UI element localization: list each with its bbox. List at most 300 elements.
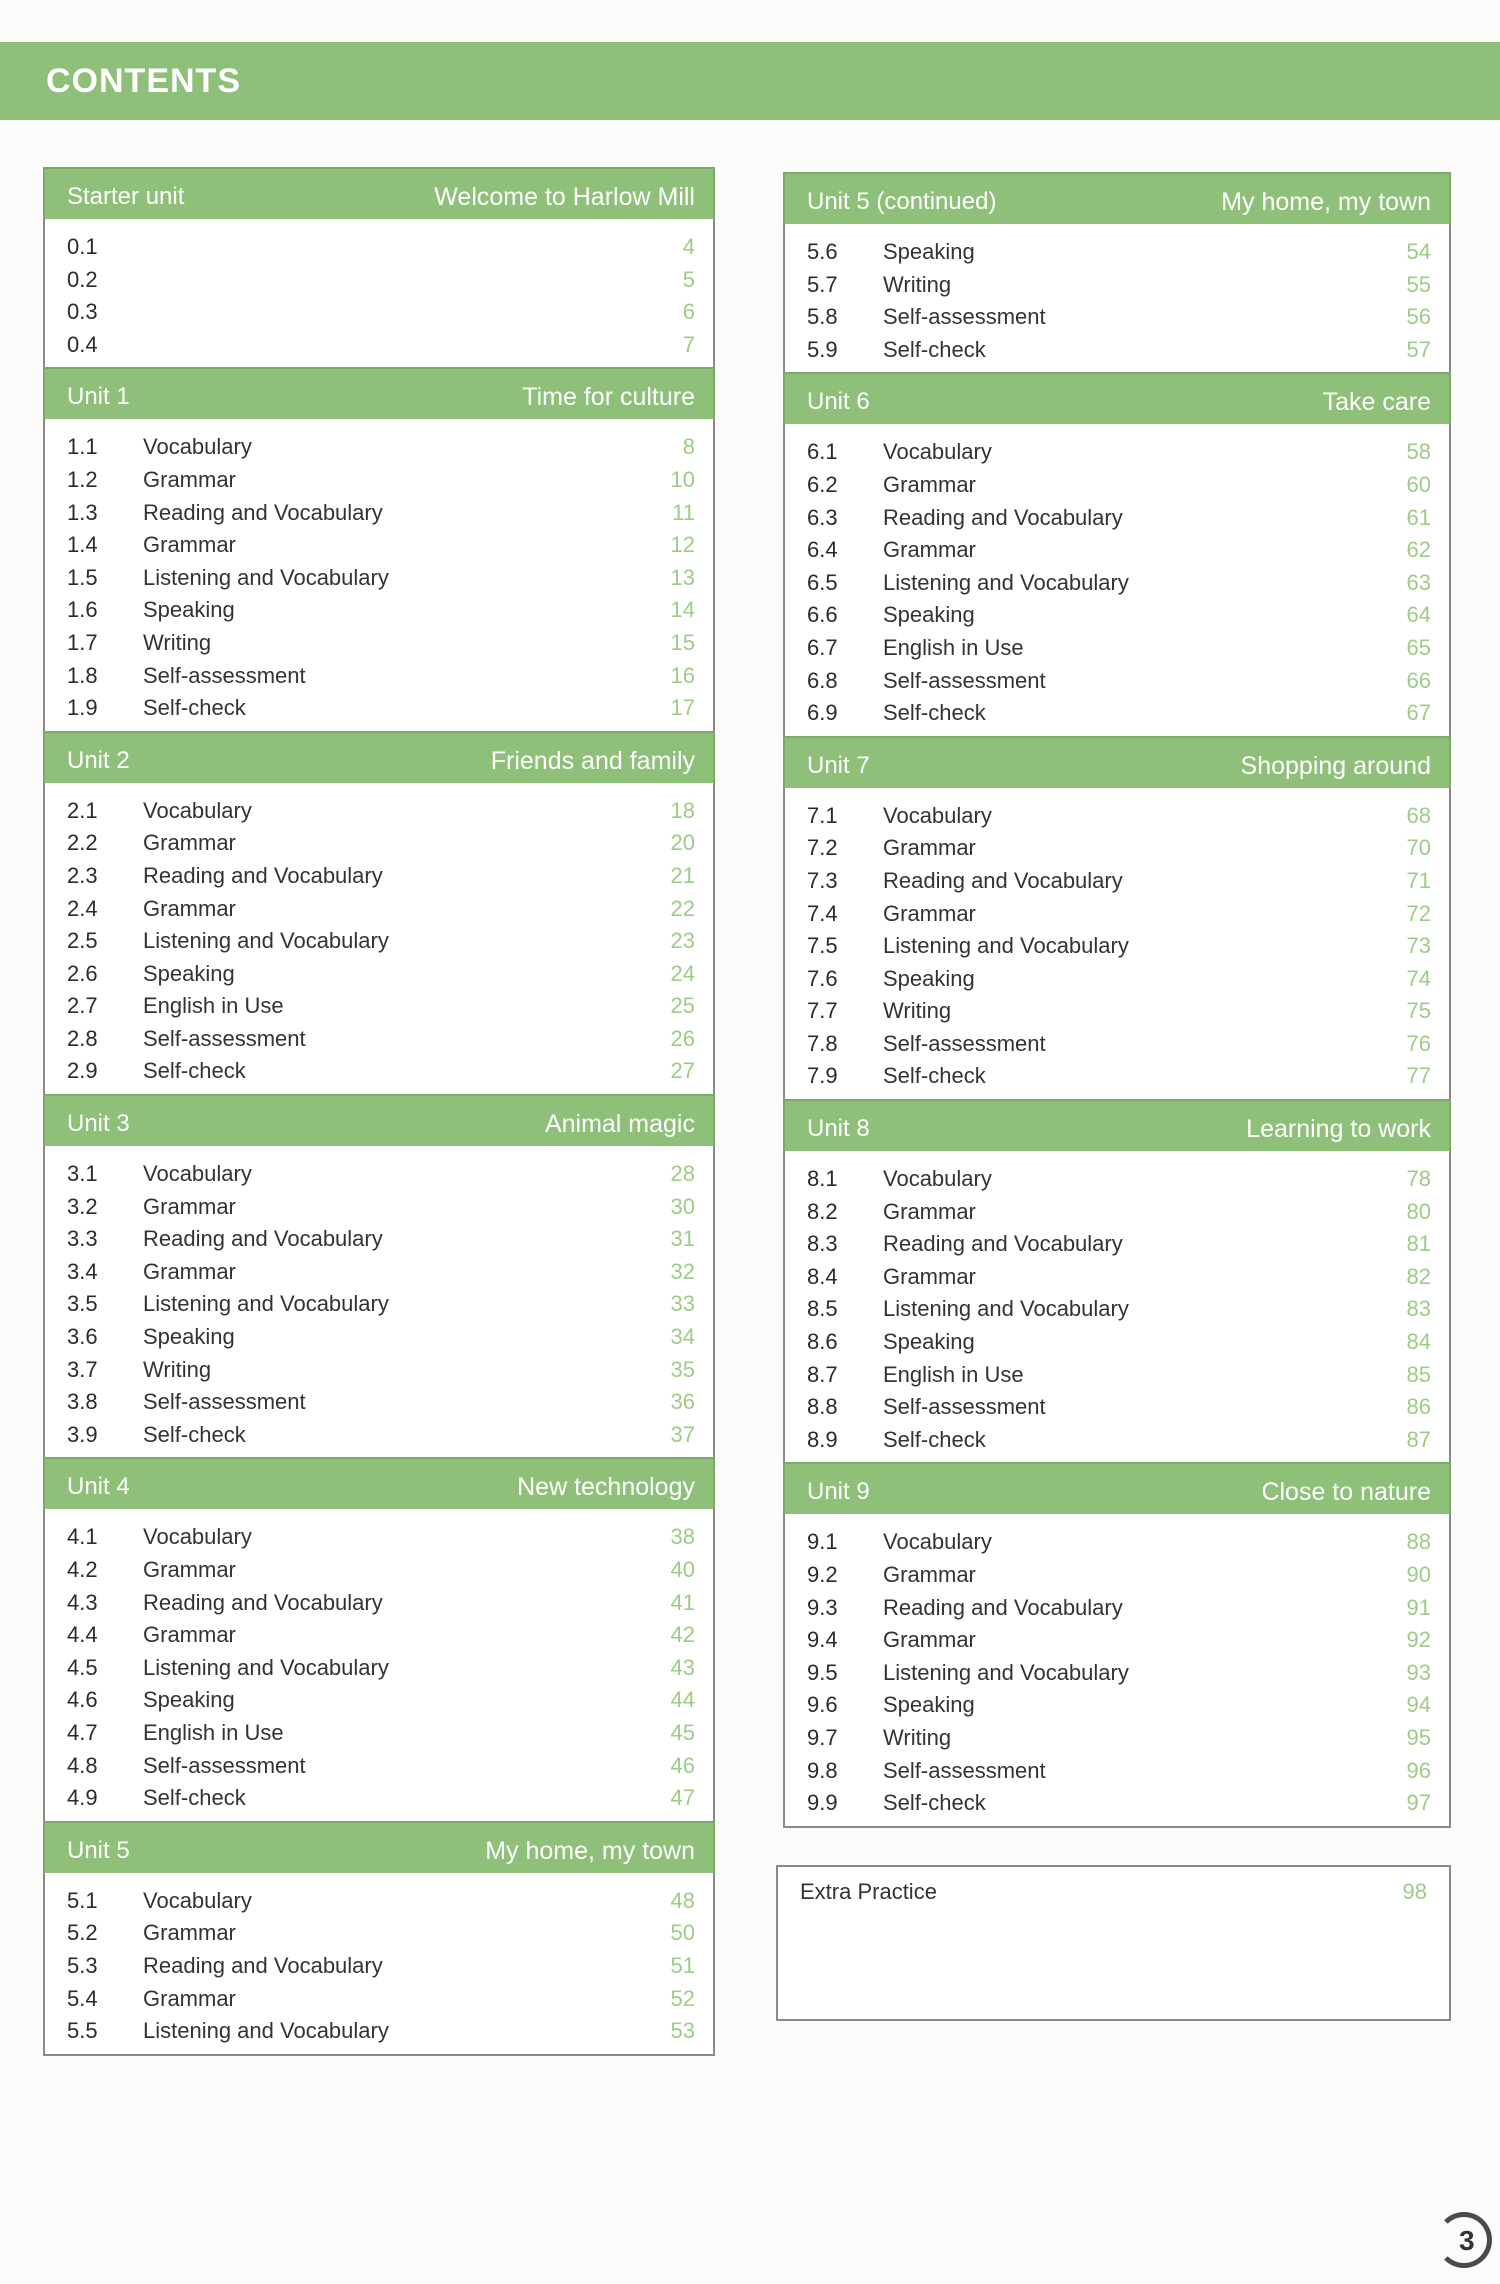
- lesson-row: [45, 860, 713, 893]
- lesson-title: Self-assessment: [883, 667, 1046, 693]
- lesson-number: 6.5: [807, 569, 838, 595]
- lesson-number: 7.8: [807, 1030, 838, 1056]
- lesson-title: Self-check: [143, 1421, 246, 1447]
- lesson-row: [45, 990, 713, 1023]
- lesson-row: [45, 1587, 713, 1620]
- lesson-page: 28: [670, 1161, 695, 1187]
- lesson-page: 54: [1406, 239, 1431, 264]
- lesson-title: Listening and Vocabulary: [883, 569, 1129, 595]
- lesson-title: Grammar: [883, 1198, 976, 1224]
- lesson-number: 1.2: [67, 466, 98, 492]
- lesson-number: 3.9: [67, 1421, 98, 1447]
- lesson-page: 20: [670, 830, 695, 856]
- lesson-page: 45: [670, 1719, 695, 1745]
- lesson-number: 3.2: [67, 1193, 98, 1219]
- lesson-row: [785, 832, 1449, 865]
- lesson-page: 46: [670, 1752, 695, 1778]
- lesson-page: 88: [1406, 1529, 1431, 1555]
- lesson-number: 2.9: [67, 1058, 98, 1084]
- unit-header: [43, 1094, 715, 1146]
- lesson-page: 25: [670, 993, 695, 1019]
- lesson-page: 21: [670, 862, 695, 888]
- lesson-title: Speaking: [883, 602, 975, 628]
- lesson-title: Reading and Vocabulary: [143, 1226, 383, 1252]
- lesson-title: Self-check: [143, 1785, 246, 1811]
- unit-title: Animal magic: [544, 1110, 695, 1139]
- lesson-title: Grammar: [883, 900, 976, 926]
- lesson-page: 71: [1406, 867, 1431, 893]
- unit-lesson-list: [783, 424, 1451, 735]
- lesson-page: 85: [1406, 1361, 1431, 1387]
- lesson-page: 80: [1406, 1198, 1431, 1224]
- lesson-page: 42: [670, 1622, 695, 1648]
- lesson-title: Grammar: [883, 1627, 976, 1653]
- lesson-row: [785, 1755, 1449, 1788]
- lesson-title: Vocabulary: [143, 1887, 252, 1913]
- lesson-number: 9.8: [807, 1757, 838, 1783]
- page-number: 3: [1459, 2225, 1475, 2256]
- unit-title: Take care: [1322, 388, 1431, 417]
- unit-header: [783, 1462, 1451, 1514]
- lesson-title: Grammar: [143, 830, 236, 856]
- lesson-title: Listening and Vocabulary: [883, 1659, 1129, 1685]
- lesson-page: 60: [1406, 471, 1431, 497]
- unit-block: [783, 736, 1451, 1099]
- lesson-title: Grammar: [883, 471, 976, 497]
- unit-number: Unit 6: [807, 388, 870, 416]
- lesson-row: [45, 1554, 713, 1587]
- unit-header: [43, 167, 715, 219]
- lesson-title: Grammar: [143, 1258, 236, 1284]
- lesson-number: 7.5: [807, 933, 838, 959]
- lesson-row: [785, 1261, 1449, 1294]
- lesson-title: Vocabulary: [883, 439, 992, 465]
- lesson-row: [785, 502, 1449, 535]
- lesson-page: 84: [1406, 1329, 1431, 1355]
- lesson-page: 50: [670, 1920, 695, 1946]
- lesson-number: 1.5: [67, 564, 98, 590]
- lesson-title: Grammar: [143, 1193, 236, 1219]
- unit-lesson-list: [43, 419, 715, 730]
- lesson-row: [45, 497, 713, 530]
- lesson-page: 48: [670, 1887, 695, 1913]
- lesson-number: 0.2: [67, 266, 98, 292]
- lesson-number: 6.3: [807, 504, 838, 530]
- lesson-row: [45, 1917, 713, 1950]
- lesson-number: 5.8: [807, 304, 838, 330]
- lesson-title: Speaking: [883, 1692, 975, 1718]
- lesson-page: 95: [1406, 1724, 1431, 1750]
- lesson-page: 44: [670, 1687, 695, 1713]
- unit-lesson-list: [783, 1151, 1451, 1462]
- lesson-page: 56: [1406, 304, 1431, 330]
- lesson-number: 3.5: [67, 1291, 98, 1317]
- lesson-row: [785, 334, 1449, 367]
- lesson-title: Writing: [883, 1724, 952, 1750]
- lesson-row: [785, 1196, 1449, 1229]
- lesson-row: [785, 1526, 1449, 1559]
- lesson-row: [785, 930, 1449, 963]
- lesson-row: [785, 1424, 1449, 1457]
- lesson-row: [785, 1787, 1449, 1820]
- lesson-page: 63: [1406, 569, 1431, 595]
- lesson-row: [45, 1717, 713, 1750]
- lesson-number: 6.9: [807, 700, 838, 726]
- lesson-row: [45, 1652, 713, 1685]
- lesson-number: 6.1: [807, 439, 838, 465]
- lesson-number: 8.4: [807, 1263, 838, 1289]
- lesson-row: [45, 529, 713, 562]
- unit-number: Unit 5: [67, 1836, 130, 1864]
- lesson-page: 47: [670, 1785, 695, 1811]
- lesson-row: [45, 1521, 713, 1554]
- lesson-row: [785, 269, 1449, 302]
- lesson-number: 6.7: [807, 634, 838, 660]
- lesson-page: 23: [670, 928, 695, 954]
- lesson-title: Vocabulary: [883, 1166, 992, 1192]
- lesson-number: 9.2: [807, 1562, 838, 1587]
- lesson-title: Grammar: [143, 532, 236, 558]
- lesson-title: Self-assessment: [883, 1394, 1046, 1420]
- unit-number: Unit 2: [67, 746, 130, 774]
- lesson-number: 4.3: [67, 1589, 98, 1615]
- lesson-number: 8.7: [807, 1361, 838, 1387]
- lesson-row: [45, 1619, 713, 1652]
- lesson-title: Grammar: [143, 1557, 236, 1582]
- lesson-row: [785, 1592, 1449, 1625]
- lesson-row: [785, 469, 1449, 502]
- lesson-title: Writing: [143, 629, 212, 655]
- lesson-page: 24: [670, 960, 695, 986]
- lesson-number: 0.1: [67, 234, 98, 259]
- lesson-title: English in Use: [883, 1361, 1024, 1387]
- unit-lesson-list: [43, 219, 715, 367]
- lesson-page: 65: [1406, 634, 1431, 660]
- lesson-row: [785, 236, 1449, 269]
- lesson-number: 6.6: [807, 602, 838, 628]
- lesson-number: 4.8: [67, 1752, 98, 1778]
- lesson-number: 5.5: [67, 2018, 98, 2044]
- unit-number: Unit 4: [67, 1473, 130, 1501]
- lesson-title: Self-check: [143, 695, 246, 721]
- lesson-page: 94: [1406, 1692, 1431, 1718]
- unit-header: [783, 172, 1451, 224]
- lesson-row: [45, 1684, 713, 1717]
- lesson-number: 8.2: [807, 1198, 838, 1224]
- lesson-page: 66: [1406, 667, 1431, 693]
- unit-block: [783, 372, 1451, 735]
- unit-lesson-list: [783, 788, 1451, 1099]
- lesson-page: 53: [670, 2018, 695, 2044]
- lesson-row: [45, 296, 713, 329]
- lesson-row: [45, 692, 713, 725]
- lesson-title: Grammar: [143, 1985, 236, 2011]
- lesson-page: 91: [1406, 1594, 1431, 1620]
- lesson-title: Reading and Vocabulary: [143, 499, 383, 525]
- lesson-page: 16: [670, 662, 695, 688]
- lesson-page: 13: [670, 564, 695, 590]
- lesson-page: 96: [1406, 1757, 1431, 1783]
- unit-number: Unit 8: [807, 1115, 870, 1143]
- lesson-title: Speaking: [883, 1329, 975, 1355]
- lesson-number: 4.5: [67, 1654, 98, 1680]
- lesson-number: 6.4: [807, 537, 838, 563]
- lesson-title: Listening and Vocabulary: [143, 2018, 389, 2044]
- unit-header: [43, 367, 715, 419]
- lesson-row: [785, 995, 1449, 1028]
- lesson-page: 93: [1406, 1659, 1431, 1685]
- lesson-page: 86: [1406, 1394, 1431, 1420]
- unit-lesson-list: [783, 224, 1451, 372]
- unit-block: [43, 1821, 715, 2056]
- lesson-title: Self-assessment: [883, 1030, 1046, 1056]
- lesson-page: 37: [670, 1421, 695, 1447]
- lesson-page: 17: [670, 695, 695, 721]
- lesson-number: 4.2: [67, 1557, 98, 1582]
- lesson-row: [45, 958, 713, 991]
- lesson-title: English in Use: [143, 1719, 284, 1745]
- unit-header: [783, 372, 1451, 424]
- unit-lesson-list: [43, 1873, 715, 2056]
- lesson-number: 7.3: [807, 867, 838, 893]
- lesson-number: 3.4: [67, 1258, 98, 1284]
- lesson-page: 90: [1406, 1562, 1431, 1587]
- lesson-row: [785, 1028, 1449, 1061]
- unit-block: [783, 172, 1451, 372]
- unit-block: [43, 1094, 715, 1457]
- unit-title: Learning to work: [1246, 1115, 1431, 1144]
- lesson-row: [45, 1950, 713, 1983]
- lesson-title: Self-check: [883, 700, 986, 726]
- lesson-title: Writing: [883, 271, 952, 297]
- lesson-number: 7.9: [807, 1063, 838, 1089]
- lesson-page: 70: [1406, 835, 1431, 861]
- lesson-title: Self-check: [883, 336, 986, 362]
- lesson-row: [785, 800, 1449, 833]
- lesson-number: 1.4: [67, 532, 98, 558]
- unit-number: Unit 1: [67, 383, 130, 411]
- lesson-number: 9.7: [807, 1724, 838, 1750]
- lesson-page: 30: [670, 1193, 695, 1219]
- lesson-number: 1.8: [67, 662, 98, 688]
- lesson-row: [45, 1321, 713, 1354]
- lesson-page: 81: [1406, 1231, 1431, 1257]
- lesson-row: [45, 231, 713, 264]
- lesson-number: 7.4: [807, 900, 838, 926]
- unit-lesson-list: [783, 1514, 1451, 1827]
- lesson-number: 8.9: [807, 1426, 838, 1452]
- lesson-page: 36: [670, 1389, 695, 1415]
- unit-number: Unit 3: [67, 1110, 130, 1138]
- unit-header: [43, 1821, 715, 1873]
- lesson-number: 0.4: [67, 331, 98, 357]
- lesson-row: [45, 1158, 713, 1191]
- lesson-row: [785, 1624, 1449, 1657]
- lesson-row: [45, 594, 713, 627]
- lesson-row: [785, 1060, 1449, 1093]
- lesson-number: 2.1: [67, 797, 98, 823]
- lesson-title: Reading and Vocabulary: [143, 1952, 383, 1978]
- lesson-number: 6.2: [807, 471, 838, 497]
- lesson-page: 26: [670, 1025, 695, 1051]
- unit-title: Welcome to Harlow Mill: [434, 183, 695, 211]
- lesson-number: 9.6: [807, 1692, 838, 1718]
- lesson-number: 3.3: [67, 1226, 98, 1252]
- lesson-page: 72: [1406, 900, 1431, 926]
- page-number-badge: [1436, 2212, 1492, 2268]
- lesson-row: [45, 925, 713, 958]
- lesson-row: [45, 1885, 713, 1918]
- lesson-page: 12: [670, 532, 695, 558]
- lesson-page: 55: [1406, 271, 1431, 297]
- lesson-row: [785, 1689, 1449, 1722]
- lesson-row: [45, 827, 713, 860]
- extra-practice-box: [776, 1865, 1451, 2021]
- lesson-row: [45, 2015, 713, 2048]
- lesson-number: 5.2: [67, 1920, 98, 1946]
- lesson-row: [45, 1750, 713, 1783]
- lesson-row: [785, 301, 1449, 334]
- lesson-title: Grammar: [883, 1263, 976, 1289]
- lesson-title: Vocabulary: [883, 1529, 992, 1555]
- lesson-row: [45, 1288, 713, 1321]
- lesson-number: 4.9: [67, 1785, 98, 1811]
- lesson-page: 52: [670, 1985, 695, 2011]
- lesson-page: 27: [670, 1058, 695, 1084]
- lesson-title: Listening and Vocabulary: [143, 1654, 389, 1680]
- lesson-title: Reading and Vocabulary: [883, 867, 1123, 893]
- lesson-number: 4.7: [67, 1719, 98, 1745]
- lesson-page: 57: [1406, 336, 1431, 362]
- lesson-row: [785, 865, 1449, 898]
- lesson-row: [785, 665, 1449, 698]
- lesson-title: Speaking: [143, 960, 235, 986]
- unit-title: Time for culture: [522, 383, 695, 412]
- unit-title: New technology: [517, 1473, 695, 1502]
- lesson-title: Grammar: [143, 1920, 236, 1946]
- lesson-number: 5.3: [67, 1952, 98, 1978]
- lesson-title: Reading and Vocabulary: [883, 1594, 1123, 1620]
- lesson-number: 2.4: [67, 895, 98, 921]
- lesson-title: Vocabulary: [143, 434, 252, 460]
- lesson-number: 2.6: [67, 960, 98, 986]
- contents-column-left: [43, 167, 715, 2056]
- lesson-page: 18: [670, 797, 695, 823]
- lesson-row: [45, 893, 713, 926]
- unit-block: [783, 1462, 1451, 1827]
- lesson-page: 35: [670, 1356, 695, 1382]
- lesson-title: Self-check: [883, 1790, 986, 1816]
- lesson-title: Vocabulary: [143, 1161, 252, 1187]
- lesson-row: [785, 1293, 1449, 1326]
- lesson-page: 32: [670, 1258, 695, 1284]
- lesson-number: 6.8: [807, 667, 838, 693]
- lesson-title: Reading and Vocabulary: [883, 1231, 1123, 1257]
- unit-title: Shopping around: [1240, 751, 1431, 780]
- lesson-page: 14: [670, 597, 695, 623]
- lesson-page: 82: [1406, 1263, 1431, 1289]
- unit-title: My home, my town: [485, 1836, 695, 1865]
- lesson-number: 2.7: [67, 993, 98, 1019]
- lesson-page: 64: [1406, 602, 1431, 628]
- lesson-page: 58: [1406, 439, 1431, 465]
- lesson-number: 8.8: [807, 1394, 838, 1420]
- lesson-number: 1.9: [67, 695, 98, 721]
- lesson-number: 3.1: [67, 1161, 98, 1187]
- lesson-page: 77: [1406, 1063, 1431, 1089]
- lesson-number: 1.7: [67, 629, 98, 655]
- lesson-number: 7.7: [807, 998, 838, 1024]
- lesson-row: [45, 1983, 713, 2016]
- lesson-page: 8: [682, 434, 695, 460]
- contents-column-right: [783, 172, 1451, 1828]
- lesson-row: [785, 963, 1449, 996]
- page-title: CONTENTS: [46, 62, 241, 100]
- lesson-number: 2.2: [67, 830, 98, 856]
- unit-number: Unit 5 (continued): [807, 188, 997, 215]
- lesson-title: Self-check: [143, 1058, 246, 1084]
- lesson-page: 76: [1406, 1030, 1431, 1056]
- lesson-page: 75: [1406, 998, 1431, 1024]
- lesson-number: 7.1: [807, 802, 838, 828]
- lesson-row: [45, 264, 713, 297]
- lesson-page: 4: [682, 234, 695, 259]
- unit-lesson-list: [43, 783, 715, 1094]
- lesson-number: 5.4: [67, 1985, 98, 2011]
- lesson-title: Listening and Vocabulary: [883, 1296, 1129, 1322]
- lesson-title: English in Use: [883, 634, 1024, 660]
- lesson-page: 40: [670, 1557, 695, 1582]
- lesson-row: [785, 1228, 1449, 1261]
- lesson-page: 92: [1406, 1627, 1431, 1653]
- lesson-row: [785, 697, 1449, 730]
- lesson-row: [45, 464, 713, 497]
- lesson-title: English in Use: [143, 993, 284, 1019]
- lesson-row: [785, 534, 1449, 567]
- unit-number: Starter unit: [67, 183, 185, 210]
- lesson-row: [785, 1391, 1449, 1424]
- lesson-title: Grammar: [883, 537, 976, 563]
- lesson-row: [785, 1163, 1449, 1196]
- lesson-title: Vocabulary: [143, 1524, 252, 1550]
- lesson-row: [45, 627, 713, 660]
- lesson-title: Writing: [883, 998, 952, 1024]
- lesson-number: 3.8: [67, 1389, 98, 1415]
- lesson-number: 8.1: [807, 1166, 838, 1192]
- lesson-number: 9.5: [807, 1659, 838, 1685]
- lesson-page: 62: [1406, 537, 1431, 563]
- lesson-number: 5.1: [67, 1887, 98, 1913]
- lesson-title: Grammar: [143, 895, 236, 921]
- lesson-title: Grammar: [883, 835, 976, 861]
- lesson-page: 74: [1406, 965, 1431, 991]
- lesson-title: Self-assessment: [883, 1757, 1046, 1783]
- lesson-title: Self-assessment: [143, 1025, 306, 1051]
- lesson-number: 4.6: [67, 1687, 98, 1713]
- unit-lesson-list: [43, 1146, 715, 1457]
- lesson-page: 67: [1406, 700, 1431, 726]
- lesson-page: 68: [1406, 802, 1431, 828]
- unit-header: [43, 1457, 715, 1509]
- lesson-page: 22: [670, 895, 695, 921]
- lesson-row: [45, 329, 713, 362]
- unit-title: Close to nature: [1261, 1478, 1431, 1507]
- lesson-number: 4.4: [67, 1622, 98, 1648]
- lesson-row: [45, 1419, 713, 1452]
- lesson-number: 2.5: [67, 928, 98, 954]
- lesson-page: 7: [682, 331, 695, 357]
- lesson-row: [45, 431, 713, 464]
